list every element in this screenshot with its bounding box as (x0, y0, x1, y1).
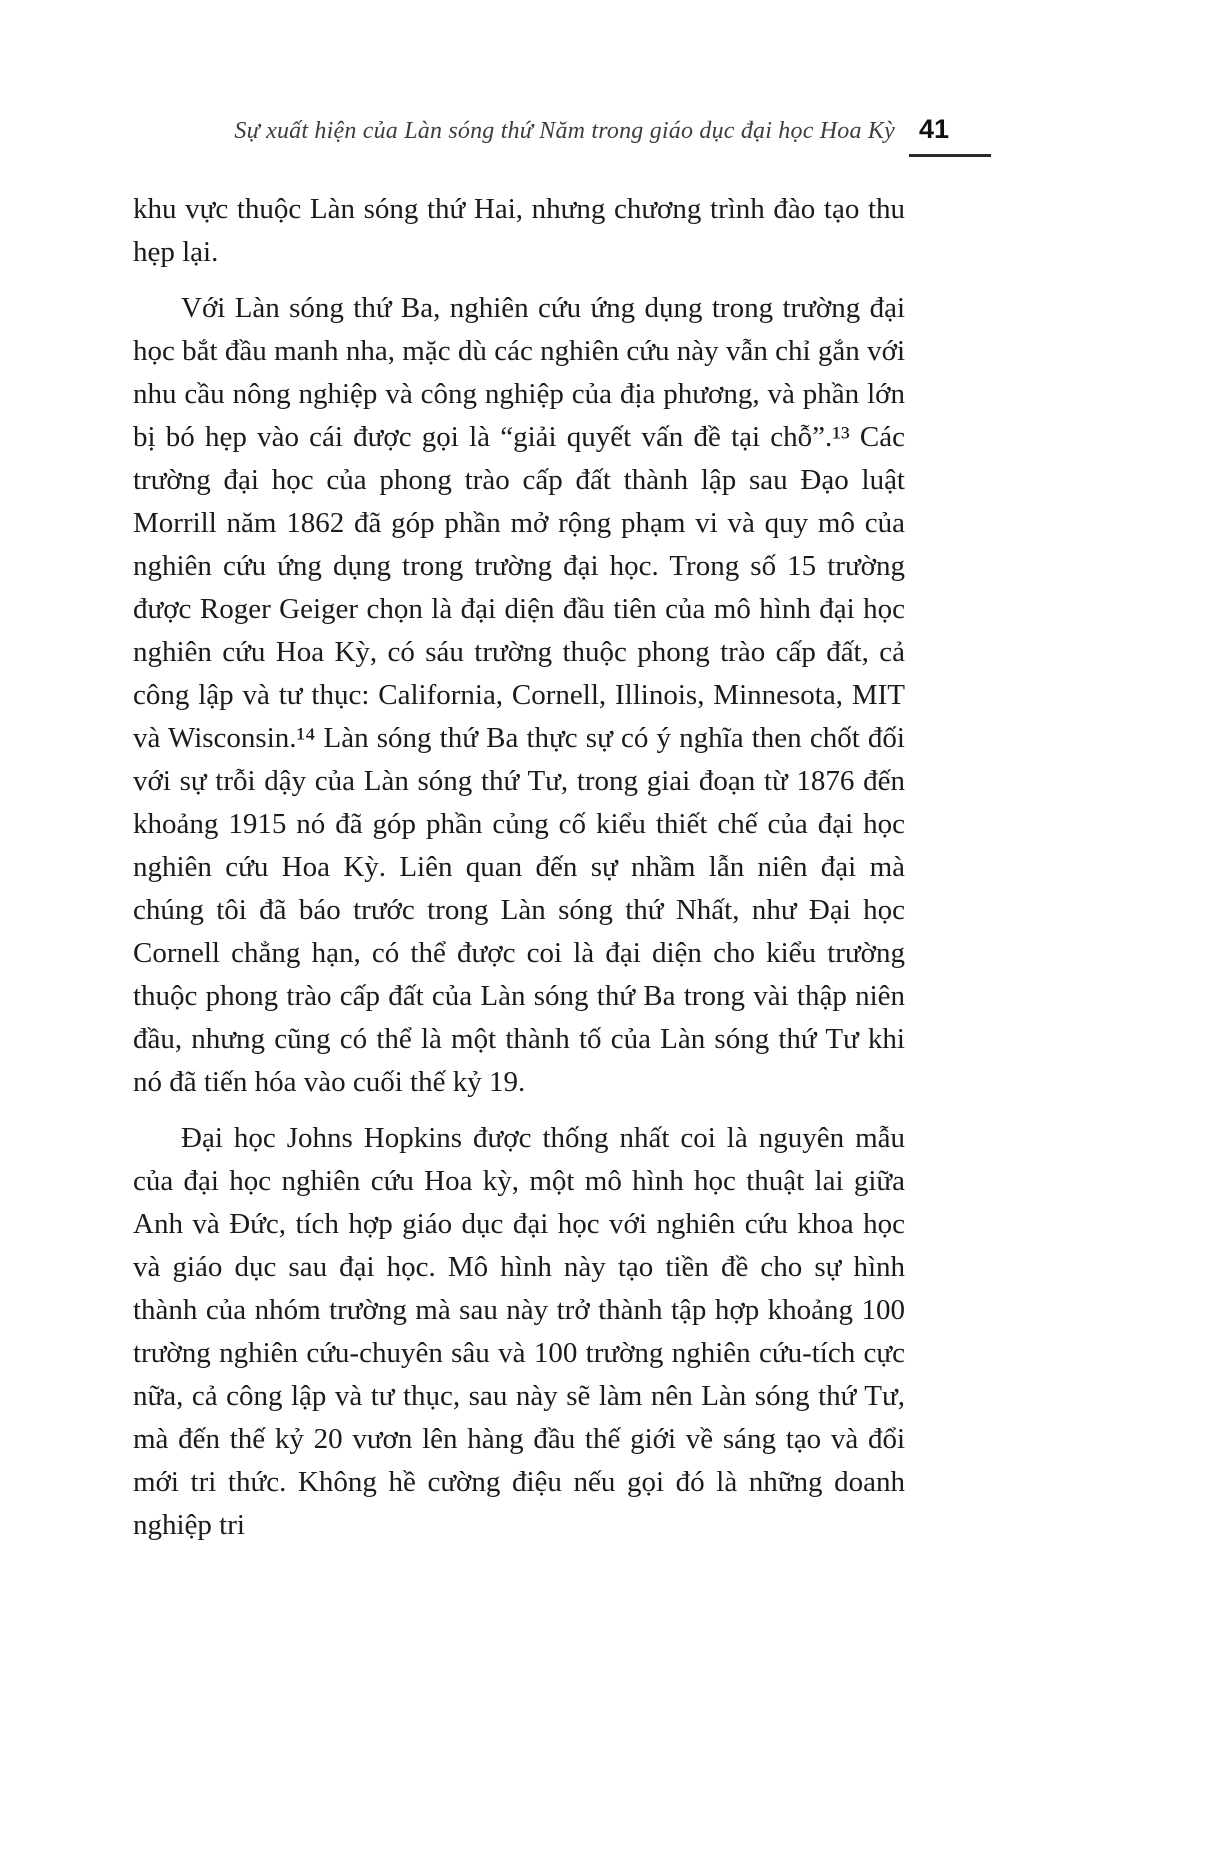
running-header (133, 114, 991, 157)
running-header-title: Sự xuất hiện của Làn sóng thứ Năm trong giáo dục đại học Hoa Kỳ (234, 118, 895, 144)
page-number: 41 (909, 114, 991, 157)
body-paragraph: Với Làn sóng thứ Ba, nghiên cứu ứng dụng trong trường đại học bắt đầu manh nha, mặc dù các nghiên cứu này vẫn chỉ gắn với nhu cầu nông nghiệp và công nghiệp của địa phương, và phần lớn bị bó hẹp vào cái được gọi là “giải quyết vấn đề tại chỗ”.¹³ Các trường đại học của phong trào cấp đất thành lập sau Đạo luật Morrill năm 1862 đã góp phần mở rộng phạm vi và quy mô của nghiên cứu ứng dụng trong trường đại học. Trong số 15 trường được Roger Geiger chọn là đại diện đầu tiên của mô hình đại học nghiên cứu Hoa Kỳ, có sáu trường thuộc phong trào cấp đất, cả công lập và tư thục: California, Cornell, Illinois, Minnesota, MIT và Wisconsin.¹⁴ Làn sóng thứ Ba thực sự có ý nghĩa then chốt đối với sự trỗi dậy của Làn sóng thứ Tư, trong giai đoạn từ 1876 đến khoảng 1915 nó đã góp phần củng cố kiểu thiết chế của đại học nghiên cứu Hoa Kỳ. Liên quan đến sự nhầm lẫn niên đại mà chúng tôi đã báo trước trong Làn sóng thứ Nhất, như Đại học Cornell chẳng hạn, có thể được coi là đại diện cho kiểu trường thuộc phong trào cấp đất của Làn sóng thứ Ba trong vài thập niên đầu, nhưng cũng có thể là một thành tố của Làn sóng thứ Tư khi nó đã tiến hóa vào cuối thế kỷ 19. (133, 292, 905, 1098)
body-paragraph: Đại học Johns Hopkins được thống nhất coi là nguyên mẫu của đại học nghiên cứu Hoa kỳ, một mô hình học thuật lai giữa Anh và Đức, tích hợp giáo dục đại học với nghiên cứu khoa học và giáo dục sau đại học. Mô hình này tạo tiền đề cho sự hình thành của nhóm trường mà sau này trở thành tập hợp khoảng 100 trường nghiên cứu-chuyên sâu và 100 trường nghiên cứu-tích cực nữa, cả công lập và tư thục, sau này sẽ làm nên Làn sóng thứ Tư, mà đến thế kỷ 20 vươn lên hàng đầu thế giới về sáng tạo và đổi mới tri thức. Không hề cường điệu nếu gọi đó là những doanh nghiệp tri (133, 1122, 905, 1541)
body-text (133, 188, 905, 1560)
body-paragraph-continuation: khu vực thuộc Làn sóng thứ Hai, nhưng chương trình đào tạo thu hẹp lại. (133, 193, 905, 268)
